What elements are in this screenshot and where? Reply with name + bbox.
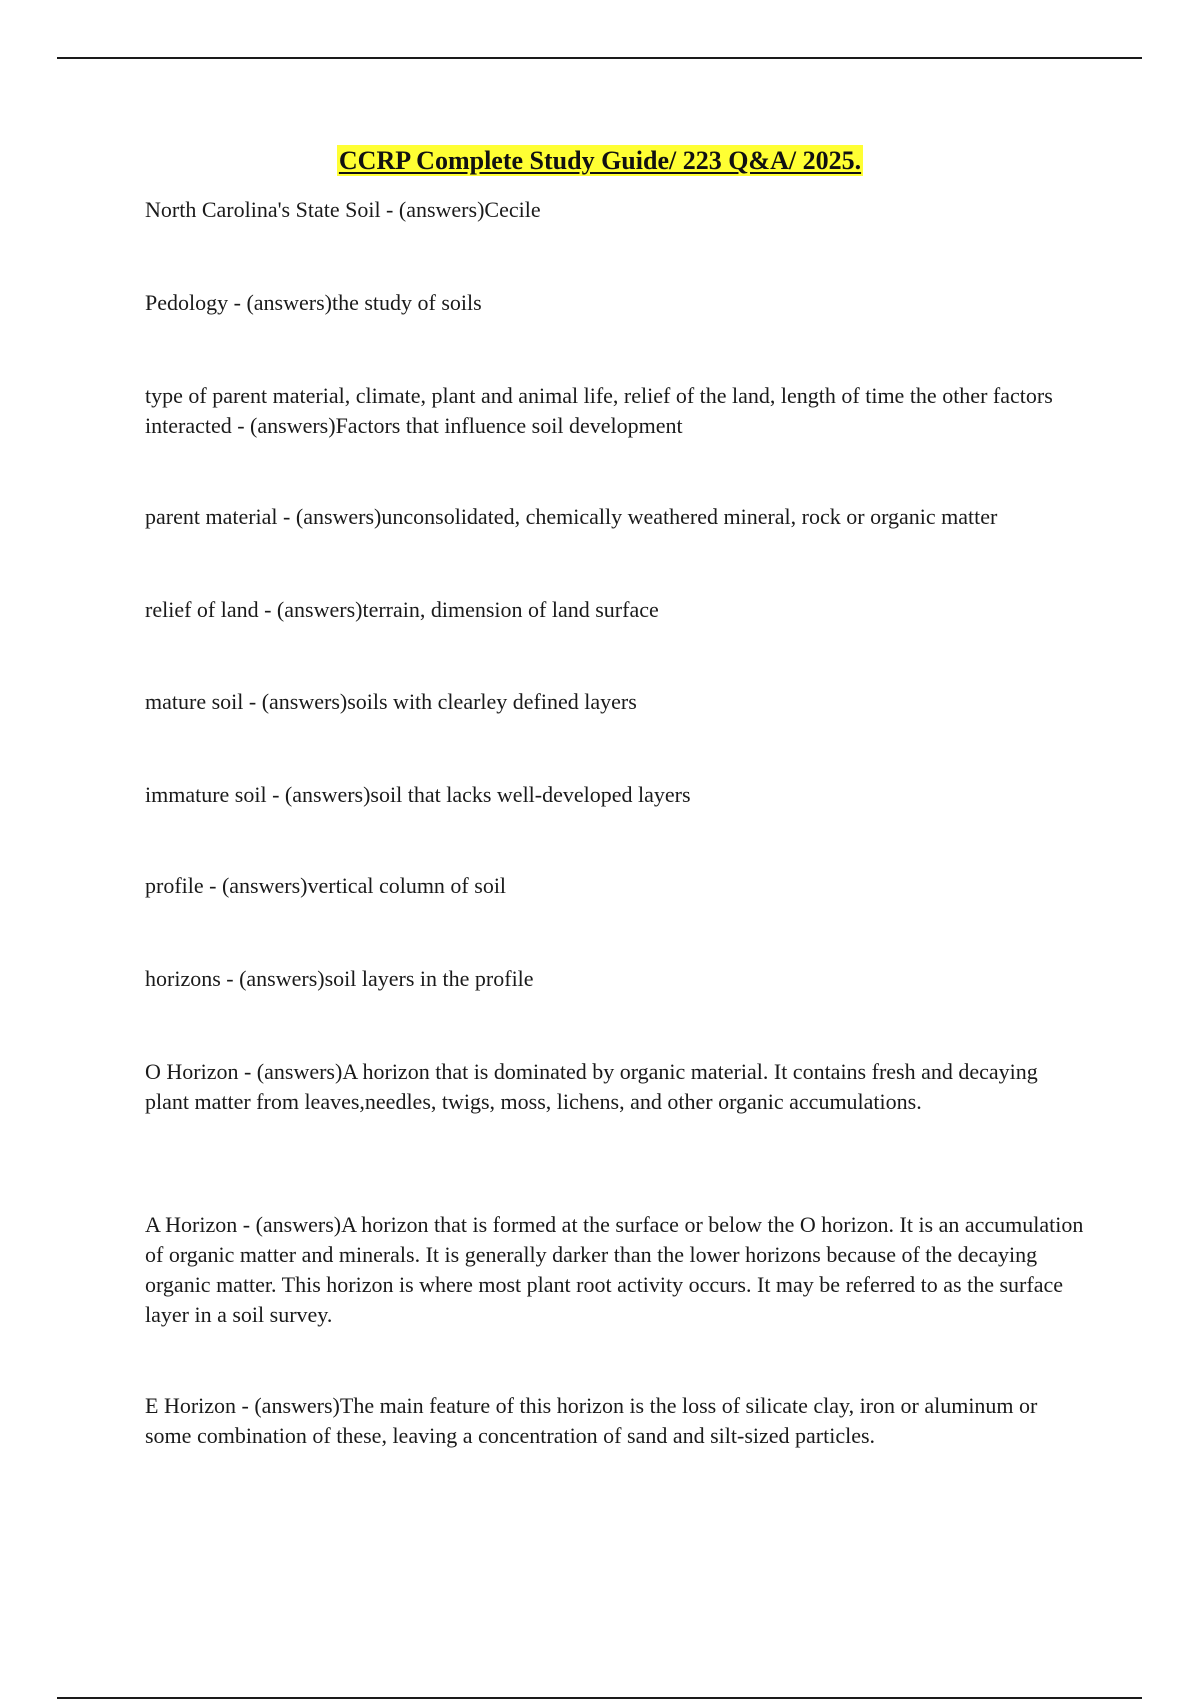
qa-entry-11: A Horizon - (answers)A horizon that is formed at the surface or below the O horizon. It is an accumulation of organic matter and minerals. It is generally darker than the lower horizons because of the decaying organic matter. This horizon is where most plant root activity occurs. It may be referred to as the surface layer in a soil survey. [145,1212,1084,1327]
top-rule [57,57,1142,59]
qa-entry-10: O Horizon - (answers)A horizon that is dominated by organic material. It contains fresh and decaying plant matter from leaves,needles, twigs, moss, lichens, and other organic accumulations. [145,1059,1038,1114]
qa-entry-3: type of parent material, climate, plant and animal life, relief of the land, length of time the other factors interacted - (answers)Factors that influence soil development [145,383,1053,438]
title-container [0,145,1200,176]
qa-entry-2: Pedology - (answers)the study of soils [145,290,482,315]
document-title: CCRP Complete Study Guide/ 223 Q&A/ 2025. [338,146,862,175]
qa-entry-5: relief of land - (answers)terrain, dimension of land surface [145,597,659,622]
qa-entry-9: horizons - (answers)soil layers in the profile [145,966,534,991]
qa-entry-1: North Carolina's State Soil - (answers)Cecile [145,197,541,222]
qa-entry-12: E Horizon - (answers)The main feature of this horizon is the loss of silicate clay, iron or aluminum or some combination of these, leaving a concentration of sand and silt-sized particles. [145,1393,1038,1448]
qa-entry-4: parent material - (answers)unconsolidated, chemically weathered mineral, rock or organic matter [145,504,998,529]
qa-entry-7: immature soil - (answers)soil that lacks well-developed layers [145,782,691,807]
qa-entry-8: profile - (answers)vertical column of soil [145,873,507,898]
bottom-rule [57,1697,1142,1699]
qa-entry-6: mature soil - (answers)soils with clearley defined layers [145,689,637,714]
